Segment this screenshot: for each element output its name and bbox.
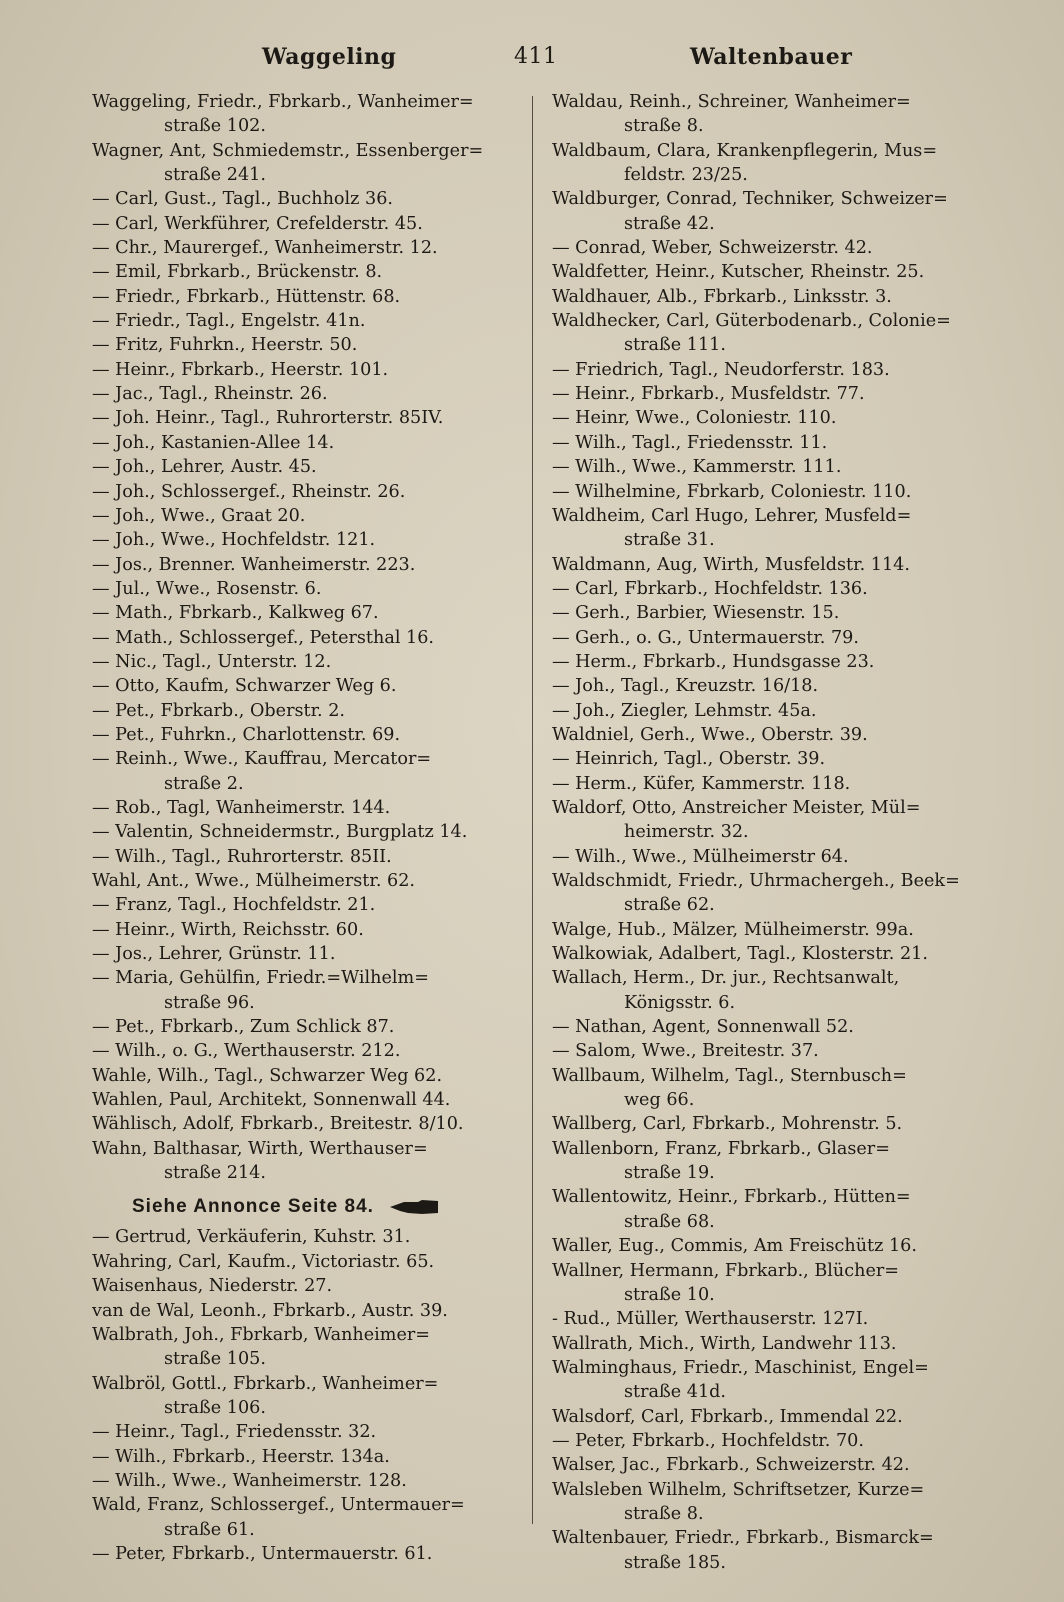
left-column bbox=[92, 90, 524, 1566]
directory-entry-line: — Joh., Lehrer, Austr. 45. bbox=[92, 457, 317, 478]
directory-entry-line: Wallner, Hermann, Fbrkarb., Blücher= bbox=[552, 1260, 900, 1281]
directory-entry-line: Walminghaus, Friedr., Maschinist, Engel= bbox=[552, 1357, 929, 1378]
directory-entry-line: straße 214. bbox=[164, 1163, 266, 1184]
directory-entry-line: Waldhecker, Carl, Güterbodenarb., Colonie= bbox=[552, 311, 951, 332]
directory-entry-line: straße 19. bbox=[624, 1163, 715, 1184]
directory-entry-line: Walge, Hub., Mälzer, Mülheimerstr. 99a. bbox=[552, 919, 914, 940]
directory-entry-line: Wahl, Ant., Wwe., Mülheimerstr. 62. bbox=[92, 871, 415, 891]
directory-entry-line: — Herm., Fbrkarb., Hundsgasse 23. bbox=[552, 651, 875, 672]
directory-entry-line: heimerstr. 32. bbox=[624, 822, 749, 843]
directory-entry-line: Waggeling, Friedr., Fbrkarb., Wanheimer= bbox=[92, 92, 474, 112]
directory-entry-line: straße 41d. bbox=[624, 1382, 726, 1403]
directory-entry-line: Waller, Eug., Commis, Am Freischütz 16. bbox=[552, 1236, 917, 1257]
directory-entry-line: — Jos., Brenner. Wanheimerstr. 223. bbox=[92, 554, 416, 575]
directory-entry-line: Wahn, Balthasar, Wirth, Werthauser= bbox=[92, 1138, 428, 1159]
directory-entry-line: van de Wal, Leonh., Fbrkarb., Austr. 39. bbox=[92, 1300, 448, 1321]
directory-entry-line: Wallrath, Mich., Wirth, Landwehr 113. bbox=[552, 1333, 897, 1354]
directory-entry-line: Waldorf, Otto, Anstreicher Meister, Mül= bbox=[552, 797, 921, 818]
right-column bbox=[552, 90, 984, 1575]
directory-entry-line: — Franz, Tagl., Hochfeldstr. 21. bbox=[92, 895, 376, 916]
directory-entry-line: — Salom, Wwe., Breitestr. 37. bbox=[552, 1041, 819, 1062]
directory-entry-line: Wahring, Carl, Kaufm., Victoriastr. 65. bbox=[92, 1251, 435, 1272]
directory-entry-line: — Heinr., Wirth, Reichsstr. 60. bbox=[92, 919, 364, 940]
directory-entry-line: straße 62. bbox=[624, 895, 715, 916]
directory-entry-line: Waldschmidt, Friedr., Uhrmachergeh., Beek= bbox=[552, 871, 960, 891]
directory-entry-line: — Joh. Heinr., Tagl., Ruhrorterstr. 85IV. bbox=[92, 408, 444, 429]
directory-entry-line: — Pet., Fbrkarb., Oberstr. 2. bbox=[92, 700, 346, 721]
directory-entry-line: — Nathan, Agent, Sonnenwall 52. bbox=[552, 1017, 854, 1038]
directory-entry-line: Königsstr. 6. bbox=[624, 992, 736, 1013]
directory-entry-line: Waltenbauer, Friedr., Fbrkarb., Bismarck= bbox=[552, 1528, 934, 1549]
directory-entry-line: Walbröl, Gottl., Fbrkarb., Wanheimer= bbox=[92, 1373, 439, 1394]
directory-entry-line: — Gertrud, Verkäuferin, Kuhstr. 31. bbox=[92, 1227, 411, 1248]
directory-entry-line: Walkowiak, Adalbert, Tagl., Klosterstr. 21. bbox=[552, 944, 928, 965]
directory-entry-line: — Wilh., Wwe., Kammerstr. 111. bbox=[552, 457, 842, 478]
directory-entry-line: — Gerh., o. G., Untermauerstr. 79. bbox=[552, 627, 859, 648]
directory-entry-line: Wagner, Ant, Schmiedemstr., Essenberger= bbox=[92, 140, 484, 161]
directory-entry-line: Waldhauer, Alb., Fbrkarb., Linksstr. 3. bbox=[552, 286, 892, 307]
header-last-entry: Waltenbauer bbox=[690, 44, 853, 70]
directory-entry-line: Wahle, Wilh., Tagl., Schwarzer Weg 62. bbox=[92, 1065, 443, 1086]
directory-entry-line: — Jul., Wwe., Rosenstr. 6. bbox=[92, 578, 322, 599]
directory-entry-line: — Heinrich, Tagl., Oberstr. 39. bbox=[552, 749, 826, 770]
directory-entry-line: — Friedrich, Tagl., Neudorferstr. 183. bbox=[552, 359, 890, 380]
directory-entry-line: — Heinr, Wwe., Coloniestr. 110. bbox=[552, 408, 837, 429]
directory-entry-line: — Friedr., Tagl., Engelstr. 41n. bbox=[92, 311, 366, 332]
directory-entry-line: Walser, Jac., Fbrkarb., Schweizerstr. 42. bbox=[552, 1455, 910, 1476]
directory-entry-line: Waldheim, Carl Hugo, Lehrer, Musfeld= bbox=[552, 505, 912, 526]
directory-entry-line: Wallenborn, Franz, Fbrkarb., Glaser= bbox=[552, 1138, 890, 1159]
directory-entry-line: Waldburger, Conrad, Techniker, Schweizer= bbox=[552, 189, 948, 210]
directory-entry-line: — Herm., Küfer, Kammerstr. 118. bbox=[552, 773, 851, 794]
directory-entry-line: Waldniel, Gerh., Wwe., Oberstr. 39. bbox=[552, 724, 868, 745]
directory-entry-line: — Wilh., Fbrkarb., Heerstr. 134a. bbox=[92, 1446, 390, 1467]
directory-entry-line: Wallberg, Carl, Fbrkarb., Mohrenstr. 5. bbox=[552, 1114, 903, 1135]
directory-entry-line: — Joh., Ziegler, Lehmstr. 45a. bbox=[552, 700, 817, 721]
directory-entry-line: straße 185. bbox=[624, 1552, 726, 1573]
directory-entry-line: — Heinr., Tagl., Friedensstr. 32. bbox=[92, 1422, 377, 1443]
advert-reference bbox=[92, 1185, 524, 1225]
directory-entry-line: Walbrath, Joh., Fbrkarb, Wanheimer= bbox=[92, 1324, 431, 1345]
page-header bbox=[0, 44, 1064, 78]
directory-entry-line: Waldfetter, Heinr., Kutscher, Rheinstr. 25. bbox=[552, 262, 925, 283]
directory-entry-line: Walsdorf, Carl, Fbrkarb., Immendal 22. bbox=[552, 1406, 903, 1427]
directory-entry-line: Wallbaum, Wilhelm, Tagl., Sternbusch= bbox=[552, 1065, 907, 1086]
directory-entry-line: straße 42. bbox=[624, 213, 715, 234]
directory-entry-line: — Joh., Wwe., Graat 20. bbox=[92, 505, 306, 526]
directory-entry-line: — Reinh., Wwe., Kauffrau, Mercator= bbox=[92, 749, 432, 770]
advert-text: Siehe Annonce Seite 84. bbox=[132, 1196, 374, 1218]
directory-entry-line: Waisenhaus, Niederstr. 27. bbox=[92, 1276, 333, 1297]
directory-entry-line: — Pet., Fuhrkn., Charlottenstr. 69. bbox=[92, 724, 401, 745]
directory-entry-line: — Wilhelmine, Fbrkarb, Coloniestr. 110. bbox=[552, 481, 912, 502]
directory-entry-line: straße 111. bbox=[624, 335, 726, 356]
directory-entry-line: — Peter, Fbrkarb., Hochfeldstr. 70. bbox=[552, 1430, 864, 1451]
directory-entry-line: straße 106. bbox=[164, 1397, 266, 1418]
directory-entry-line: — Maria, Gehülfin, Friedr.=Wilhelm= bbox=[92, 968, 429, 989]
directory-entry-line: straße 61. bbox=[164, 1519, 255, 1540]
directory-entry-line: — Emil, Fbrkarb., Brückenstr. 8. bbox=[92, 262, 383, 283]
directory-entry-line: weg 66. bbox=[624, 1090, 695, 1111]
directory-entry-line: — Joh., Wwe., Hochfeldstr. 121. bbox=[92, 530, 376, 551]
directory-entry-line: straße 8. bbox=[624, 1503, 704, 1524]
directory-entry-line: straße 10. bbox=[624, 1284, 715, 1305]
directory-entry-line: straße 96. bbox=[164, 992, 255, 1013]
directory-entry-line: Wahlen, Paul, Architekt, Sonnenwall 44. bbox=[92, 1090, 451, 1111]
directory-entry-line: straße 102. bbox=[164, 116, 266, 137]
directory-entry-line: — Joh., Kastanien-Allee 14. bbox=[92, 432, 335, 453]
directory-entry-line: straße 2. bbox=[164, 773, 244, 794]
directory-entry-line: — Chr., Maurergef., Wanheimerstr. 12. bbox=[92, 238, 438, 259]
pointing-hand-icon bbox=[388, 1198, 440, 1216]
directory-entry-line: — Wilh., o. G., Werthauserstr. 212. bbox=[92, 1041, 401, 1062]
directory-entry-line: — Nic., Tagl., Unterstr. 12. bbox=[92, 651, 332, 672]
directory-entry-line: — Jos., Lehrer, Grünstr. 11. bbox=[92, 944, 336, 965]
directory-entry-line: Wallentowitz, Heinr., Fbrkarb., Hütten= bbox=[552, 1187, 911, 1208]
directory-entry-line: — Conrad, Weber, Schweizerstr. 42. bbox=[552, 238, 873, 259]
directory-entry-line: Wald, Franz, Schlossergef., Untermauer= bbox=[92, 1495, 465, 1516]
column-divider bbox=[532, 96, 533, 1524]
directory-entry-line: — Fritz, Fuhrkn., Heerstr. 50. bbox=[92, 335, 358, 356]
directory-entry-line: — Wilh., Tagl., Friedensstr. 11. bbox=[552, 432, 828, 453]
directory-entry-line: — Math., Fbrkarb., Kalkweg 67. bbox=[92, 603, 379, 624]
directory-entry-line: Waldmann, Aug, Wirth, Musfeldstr. 114. bbox=[552, 554, 910, 575]
directory-entry-line: — Wilh., Tagl., Ruhrorterstr. 85II. bbox=[92, 846, 392, 867]
directory-entry-line: straße 68. bbox=[624, 1211, 715, 1232]
directory-entry-line: — Heinr., Fbrkarb., Musfeldstr. 77. bbox=[552, 384, 865, 405]
directory-entry-line: — Wilh., Wwe., Wanheimerstr. 128. bbox=[92, 1470, 407, 1491]
directory-entry-line: straße 105. bbox=[164, 1349, 266, 1370]
directory-entry-line: straße 8. bbox=[624, 116, 704, 137]
directory-entry-line: Wählisch, Adolf, Fbrkarb., Breitestr. 8/10. bbox=[92, 1114, 464, 1135]
page-number: 411 bbox=[514, 44, 558, 69]
directory-entry-line: — Joh., Tagl., Kreuzstr. 16/18. bbox=[552, 676, 819, 697]
directory-entry-line: — Joh., Schlossergef., Rheinstr. 26. bbox=[92, 481, 406, 502]
directory-entry-line: — Wilh., Wwe., Mülheimerstr 64. bbox=[552, 846, 849, 867]
directory-entry-line: — Carl, Werkführer, Crefelderstr. 45. bbox=[92, 213, 423, 234]
directory-entry-line: — Jac., Tagl., Rheinstr. 26. bbox=[92, 384, 328, 405]
directory-entry-line: straße 31. bbox=[624, 530, 715, 551]
directory-entry-line: — Rob., Tagl, Wanheimerstr. 144. bbox=[92, 797, 391, 818]
directory-entry-line: Walsleben Wilhelm, Schriftsetzer, Kurze= bbox=[552, 1479, 925, 1500]
directory-entry-line: Waldbaum, Clara, Krankenpflegerin, Mus= bbox=[552, 140, 938, 161]
directory-entry-line: — Otto, Kaufm, Schwarzer Weg 6. bbox=[92, 676, 397, 697]
directory-entry-line: feldstr. 23/25. bbox=[624, 165, 748, 186]
directory-entry-line: — Pet., Fbrkarb., Zum Schlick 87. bbox=[92, 1017, 395, 1038]
directory-entry-line: — Carl, Gust., Tagl., Buchholz 36. bbox=[92, 189, 393, 210]
directory-entry-line: — Gerh., Barbier, Wiesenstr. 15. bbox=[552, 603, 840, 624]
directory-entry-line: — Peter, Fbrkarb., Untermauerstr. 61. bbox=[92, 1543, 433, 1564]
directory-entry-line: — Heinr., Fbrkarb., Heerstr. 101. bbox=[92, 359, 389, 380]
directory-entry-line: - Rud., Müller, Werthauserstr. 127I. bbox=[552, 1309, 869, 1330]
header-first-entry: Waggeling bbox=[262, 44, 397, 70]
directory-entry-line: — Math., Schlossergef., Petersthal 16. bbox=[92, 627, 435, 648]
directory-entry-line: Waldau, Reinh., Schreiner, Wanheimer= bbox=[552, 92, 911, 112]
directory-entry-line: — Valentin, Schneidermstr., Burgplatz 14. bbox=[92, 822, 468, 843]
directory-entry-line: Wallach, Herm., Dr. jur., Rechtsanwalt, bbox=[552, 968, 900, 989]
directory-entry-line: — Carl, Fbrkarb., Hochfeldstr. 136. bbox=[552, 578, 868, 599]
directory-entry-line: — Friedr., Fbrkarb., Hüttenstr. 68. bbox=[92, 286, 401, 307]
directory-entry-line: straße 241. bbox=[164, 165, 266, 186]
